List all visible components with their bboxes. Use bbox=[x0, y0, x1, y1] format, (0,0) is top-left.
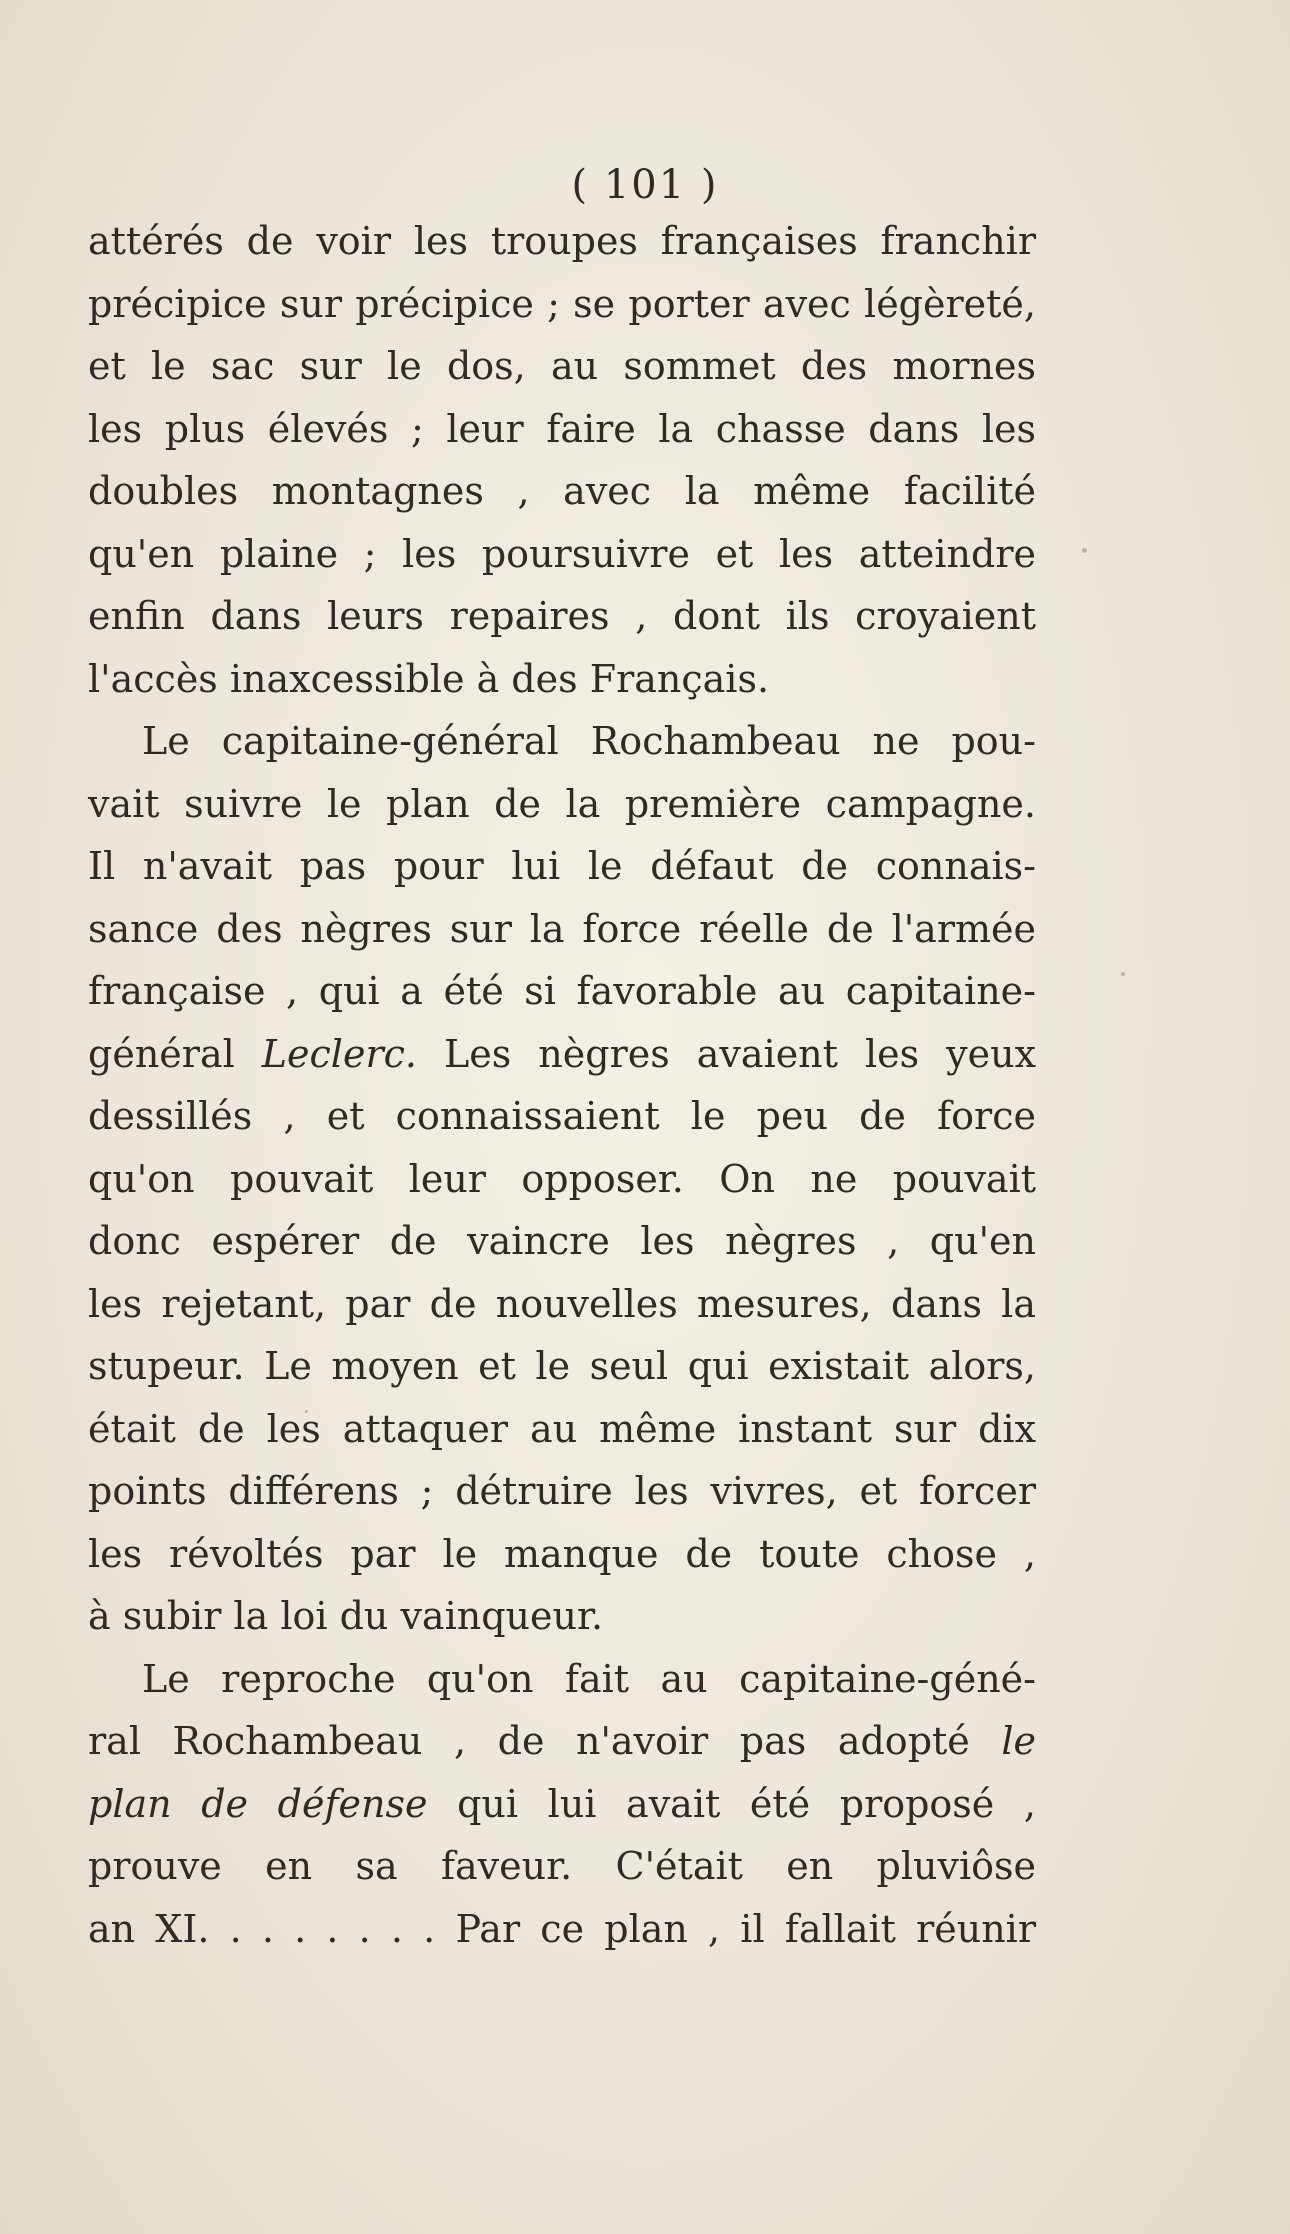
text-segment: enfin dans leurs repaires , dont ils croyaient bbox=[88, 594, 1036, 638]
text-segment: Le capitaine-général Rochambeau ne pou- bbox=[142, 719, 1036, 763]
paper-speck bbox=[1121, 972, 1125, 976]
text-segment: général bbox=[88, 1031, 262, 1076]
text-segment: dessillés , et connaissaient le peu de force bbox=[88, 1094, 1036, 1138]
paragraph-first-line bbox=[88, 710, 1036, 773]
text-segment: précipice sur précipice ; se porter avec légèreté, bbox=[88, 281, 1036, 326]
page-number: ( 101 ) bbox=[571, 162, 719, 208]
body-text bbox=[88, 210, 1036, 1960]
paper-speck bbox=[1082, 548, 1087, 553]
paragraph-first-line bbox=[88, 1648, 1036, 1711]
text-line bbox=[88, 273, 1036, 336]
text-line bbox=[88, 1773, 1036, 1836]
text-line bbox=[88, 1210, 1036, 1273]
text-line bbox=[88, 1460, 1036, 1523]
text-segment: points différens ; détruire les vivres, et forcer bbox=[88, 1469, 1036, 1513]
text-line bbox=[88, 1023, 1036, 1086]
italic-name: Leclerc. bbox=[261, 1031, 417, 1076]
text-segment: donc espérer de vaincre les nègres , qu'en bbox=[88, 1219, 1036, 1263]
text-segment: vait suivre le plan de la première campagne. bbox=[88, 781, 1036, 826]
text-segment: les plus élevés ; leur faire la chasse dans les bbox=[88, 406, 1036, 451]
text-line bbox=[88, 585, 1036, 648]
text-segment: les révoltés par le manque de toute chose , bbox=[88, 1531, 1036, 1576]
text-segment: qu'en plaine ; les poursuivre et les atteindre bbox=[88, 531, 1036, 576]
text-segment: Il n'avait pas pour lui le défaut de connais- bbox=[88, 844, 1036, 888]
text-line bbox=[88, 1710, 1036, 1773]
text-segment: ral Rochambeau , de n'avoir pas adopté bbox=[88, 1719, 1002, 1763]
text-line bbox=[88, 335, 1036, 398]
text-segment: était de les attaquer au même instant sur dix bbox=[88, 1406, 1036, 1451]
text-segment: Le reproche qu'on fait au capitaine-géné- bbox=[142, 1656, 1036, 1701]
text-segment: prouve en sa faveur. C'était en pluviôse bbox=[88, 1844, 1036, 1888]
text-line bbox=[88, 1585, 1036, 1648]
text-line bbox=[88, 835, 1036, 898]
text-line bbox=[88, 1335, 1036, 1398]
text-line bbox=[88, 1523, 1036, 1586]
text-segment: qui lui avait été proposé , bbox=[427, 1781, 1036, 1826]
text-segment: sance des nègres sur la force réelle de l'armée bbox=[88, 906, 1036, 951]
text-segment: stupeur. Le moyen et le seul qui existait alors, bbox=[88, 1344, 1036, 1388]
paper-speck bbox=[305, 1410, 308, 1413]
text-line bbox=[88, 1273, 1036, 1336]
text-line bbox=[88, 648, 1036, 711]
text-segment: les rejetant, par de nouvelles mesures, dans la bbox=[88, 1281, 1036, 1326]
text-segment: an XI. . . . . . . . Par ce plan , il fallait réunir bbox=[88, 1906, 1036, 1951]
text-line bbox=[88, 210, 1036, 273]
text-line bbox=[88, 1898, 1036, 1961]
text-line bbox=[88, 1085, 1036, 1148]
text-segment: et le sac sur le dos, au sommet des mornes bbox=[88, 344, 1036, 388]
text-line bbox=[88, 460, 1036, 523]
text-line bbox=[88, 960, 1036, 1023]
text-line bbox=[88, 898, 1036, 961]
text-line bbox=[88, 398, 1036, 461]
text-segment: doubles montagnes , avec la même facilité bbox=[88, 469, 1036, 513]
text-segment: attérés de voir les troupes françaises franchir bbox=[88, 219, 1036, 263]
text-segment: qu'on pouvait leur opposer. On ne pouvait bbox=[88, 1156, 1036, 1201]
text-line bbox=[88, 1398, 1036, 1461]
italic-phrase: le bbox=[1001, 1719, 1036, 1763]
text-segment: française , qui a été si favorable au capitaine- bbox=[88, 969, 1036, 1013]
text-line bbox=[88, 773, 1036, 836]
text-segment: l'accès inaxcessible à des Français. bbox=[88, 656, 770, 701]
text-segment: Les nègres avaient les yeux bbox=[416, 1031, 1037, 1076]
italic-phrase: plan de défense bbox=[88, 1781, 428, 1826]
text-segment: à subir la loi du vainqueur. bbox=[88, 1594, 604, 1638]
text-line bbox=[88, 1835, 1036, 1898]
text-line bbox=[88, 1148, 1036, 1211]
text-line bbox=[88, 523, 1036, 586]
